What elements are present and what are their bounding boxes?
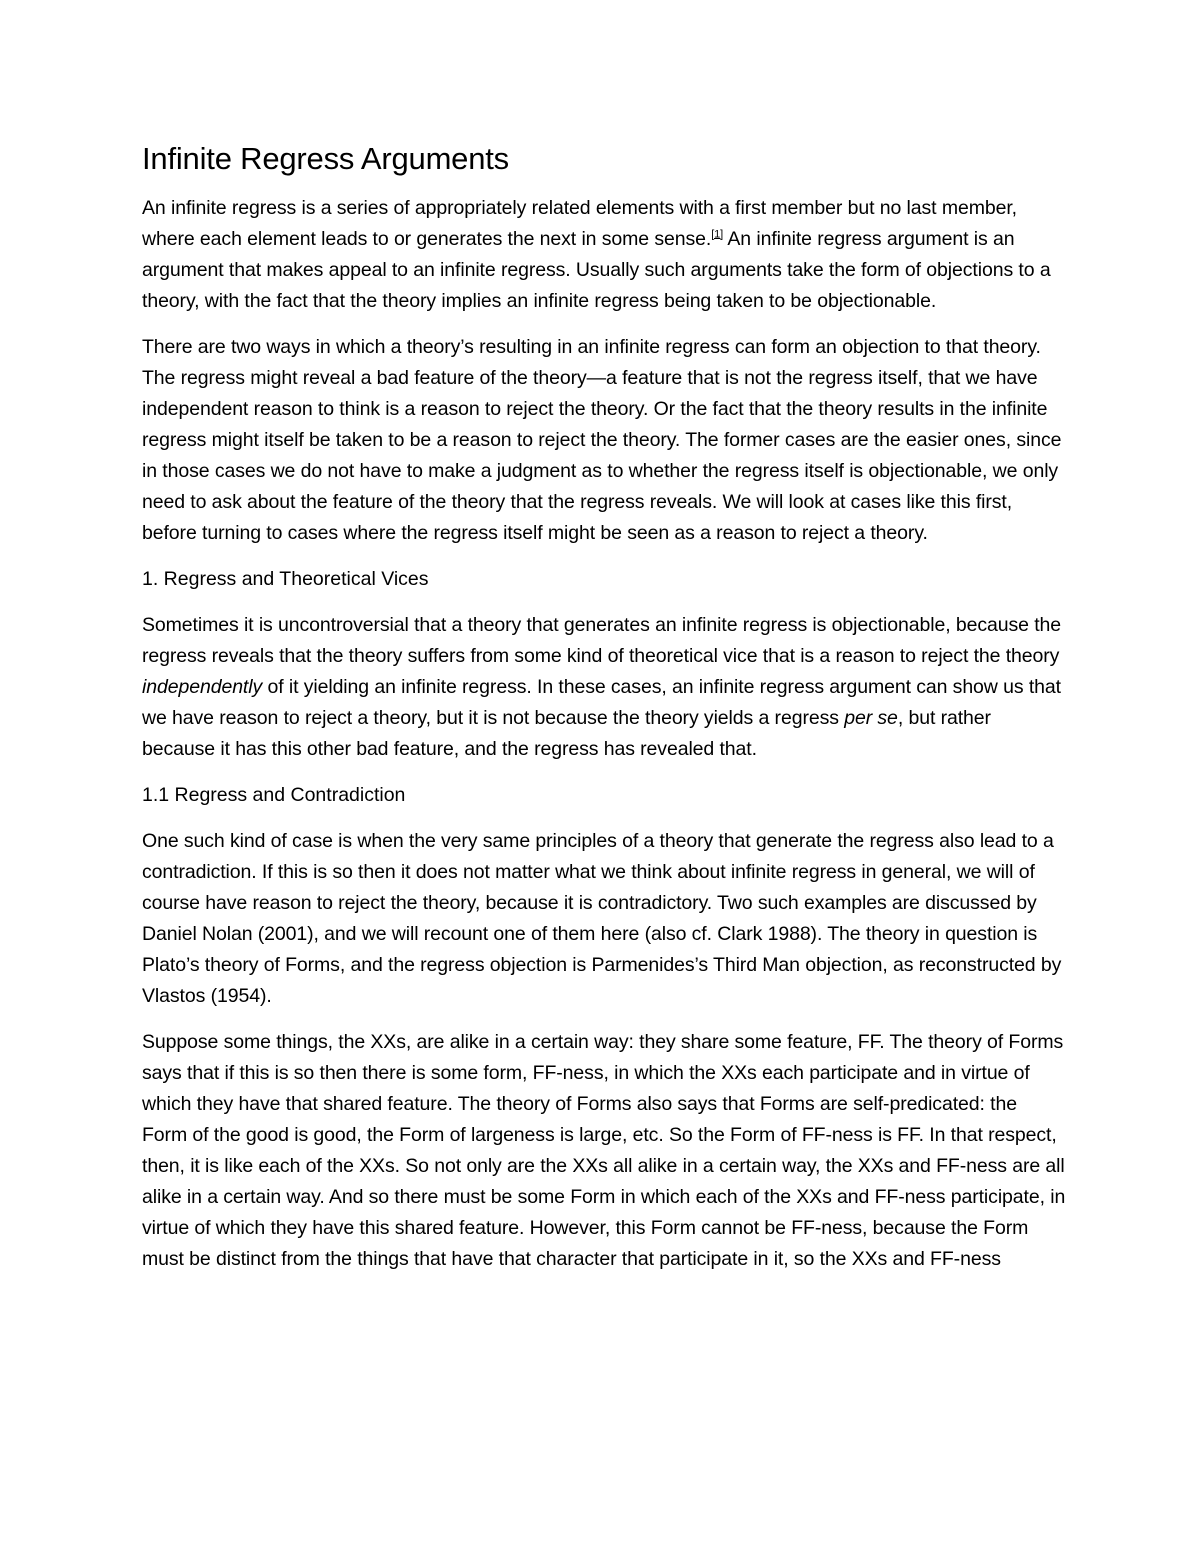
objection-paragraph: There are two ways in which a theory’s resulting in an infinite regress can form an objection to that theory. The regress might reveal a bad feature of the theory—a feature that is not the regress itself, that we have independent reason to think is a reason to reject the theory. Or the fact that the theory results in the infinite regress might itself be taken to be a reason to reject the theory. The former cases are the easier ones, since in those cases we do not have to make a judgment as to whether the regress itself is objectionable, we only need to ask about the feature of the theory that the regress reveals. We will look at cases like this first, before turning to cases where the regress itself might be seen as a reason to reject a theory. (142, 335, 1062, 544)
vices-paragraph-text-3: , but rather because it has this other bad feature, and the regress has revealed that. (142, 706, 991, 760)
contradiction-paragraph: One such kind of case is when the very same principles of a theory that generate the regress also lead to a contradiction. If this is so then it does not matter what we think about infinite regress in general, we will of course have reason to reject the theory, because it is contradictory. Two such examples are discussed by Daniel Nolan (2001), and we will recount one of them here (also cf. Clark 1988). The theory in question is Plato’s theory of Forms, and the regress objection is Parmenides’s Third Man objection, as reconstructed by Vlastos (1954). (142, 829, 1062, 1007)
section-heading-regress-vices: 1. Regress and Theoretical Vices (142, 567, 429, 590)
vices-paragraph-text-1: Sometimes it is uncontroversial that a theory that generates an infinite regress is objectionable, because the regress reveals that the theory suffers from some kind of theoretical vice that is a reason to reject the theory (142, 613, 1062, 667)
intro-paragraph-text-2: An infinite regress argument is an argument that makes appeal to an infinite regress. Usually such arguments take the form of objections to a theory, with the fact that the theory implies an infinite regress being taken to be objectionable. (142, 227, 1051, 312)
document-title: Infinite Regress Arguments (142, 141, 509, 176)
footnote-marker (711, 228, 723, 240)
section-heading-contradiction: 1.1 Regress and Contradiction (142, 783, 406, 806)
vices-paragraph (142, 610, 1067, 765)
emphasis-independently: independently (142, 675, 263, 698)
vices-paragraph-text-2: of it yielding an infinite regress. In these cases, an infinite regress argument can show us that we have reason to reject a theory, but it is not because the theory yields a regress (142, 675, 1061, 729)
intro-paragraph (142, 193, 1067, 317)
document-page (142, 140, 1067, 1290)
forms-paragraph: Suppose some things, the XXs, are alike in a certain way: they share some feature, FF. The theory of Forms says that if this is so then there is some form, FF-ness, in which the XXs each participate and in virtue of which they have that shared feature. The theory of Forms also says that Forms are self-predicated: the Form of the good is good, the Form of largeness is large, etc. So the Form of FF-ness is FF. In that respect, then, it is like each of the XXs. So not only are the XXs all alike in a certain way, the XXs and FF-ness are all alike in a certain way. And so there must be some Form in which each of the XXs and FF-ness participate, in virtue of which they have this shared feature. However, this Form cannot be FF-ness, because the Form must be distinct from the things that have that character that participate in it, so the XXs and FF-ness (142, 1030, 1066, 1270)
intro-paragraph-text-1: An infinite regress is a series of appropriately related elements with a first member but no last member, where each element leads to or generates the next in some sense. (142, 196, 1017, 250)
emphasis-per-se: per se (844, 706, 898, 729)
footnote-link[interactable]: [1] (711, 228, 724, 241)
